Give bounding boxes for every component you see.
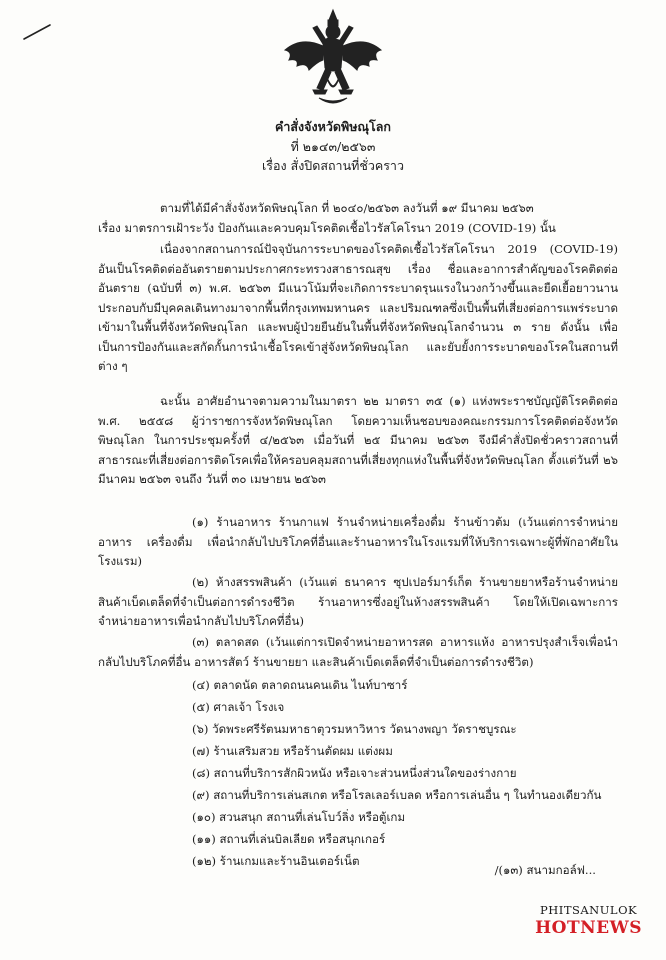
order-number: ที่ ๒๑๔๓/๒๕๖๓ (290, 139, 376, 154)
list-item-1: (๑) ร้านอาหาร ร้านกาแฟ ร้านจำหน่ายเครื่องดื่ม ร้านข้าวต้ม (เว้นแต่การจำหน่ายอาหาร เครื่องดื่ม เพื่อนำกลับไปบริโภคที่อื่นและร้านอาหารในโรงแรมที่ให้บริการเฉพาะผู้ที่พักอาศัยในโรงแรม) (98, 515, 618, 568)
list-item-10: (๑๐) สวนสนุก สถานที่เล่นโบว์ลิ่ง หรือตู้เกม (192, 810, 406, 824)
list-item-2: (๒) ห้างสรรพสินค้า (เว้นแต่ ธนาคาร ซุปเปอร์มาร์เก็ต ร้านขายยาหรือร้านจำหน่ายสินค้าเบ็ดเตล็ดที่จำเป็นต่อการดำรงชีวิต ร้านอาหารซึ่งอยู่ในห้างสรรพสินค้า โดยให้เปิดเฉพาะการจำหน่ายอาหารเพื่อนำกลับไปบริโภคที่อื่น) (98, 575, 618, 628)
intro-line-2: เรื่อง มาตรการเฝ้าระวัง ป้องกันและควบคุมโรคติดเชื้อไวรัสโคโรนา 2019 (COVID-19) นั้น (98, 221, 556, 235)
list-item-6: (๖) วัดพระศรีรัตนมหาธาตุวรมหาวิหาร วัดนางพญา วัดราชบูรณะ (192, 722, 517, 736)
paragraph-authority: ฉะนั้น อาศัยอำนาจตามความในมาตรา ๒๒ มาตรา ๓๕ (๑) แห่งพระราชบัญญัติโรคติดต่อ พ.ศ. ๒๕๕๘ ผู้ว่าราชการจังหวัดพิษณุโลก โดยความเห็นชอบของคณะกรรมการโรคติดต่อจังหวัดพิษณุโลก ในการประชุมครั้งที่ ๔/๒๕๖๓ เมื่อวันที่ ๒๕ มีนาคม ๒๕๖๓ จึงมีคำสั่งปิดชั่วคราวสถานที่สาธารณะที่เสี่ยงต่อการติดโรคเพื่อให้ครอบคลุมสถานที่เสี่ยงทุกแห่งในพื้นที่จังหวัดพิษณุโลก ตั้งแต่วันที่ ๒๖ มีนาคม ๒๕๖๓ จนถึง วันที่ ๓๐ เมษายน ๒๕๖๓ (98, 394, 618, 486)
watermark-logo (535, 905, 642, 937)
order-title: คำสั่งจังหวัดพิษณุโลก (275, 119, 391, 134)
list-item-12: (๑๒) ร้านเกมและร้านอินเตอร์เน็ต (192, 854, 360, 868)
order-subject: เรื่อง สั่งปิดสถานที่ชั่วคราว (262, 158, 404, 173)
list-item-7: (๗) ร้านเสริมสวย หรือร้านตัดผม แต่งผม (192, 744, 393, 758)
watermark-bottom: HOTNEWS (535, 917, 642, 938)
list-item-5: (๕) ศาลเจ้า โรงเจ (192, 700, 285, 714)
paragraph-situation: เนื่องจากสถานการณ์ปัจจุบันการระบาดของโรคติดเชื้อไวรัสโคโรนา 2019 (COVID-19) อันเป็นโรคติดต่ออันตรายตามประกาศกระทรวงสาธารณสุข เรื่อง ชื่อและอาการสำคัญของโรคติดต่ออันตราย (ฉบับที่ ๓) พ.ศ. ๒๕๖๓ มีแนวโน้มที่จะเกิดการระบาดรุนแรงในวงกว้างขึ้นและยืดเยื้อยาวนาน ประกอบกับมีบุคคลเดินทางมาจากพื้นที่กรุงเทพมหานคร และปริมณฑลซึ่งเป็นพื้นที่เสี่ยงต่อการแพร่ระบาดเข้ามาในพื้นที่จังหวัดพิษณุโลก และพบผู้ป่วยยืนยันในพื้นที่จังหวัดพิษณุโลกจำนวน ๓ ราย ดังนั้น เพื่อเป็นการป้องกันและสกัดกั้นการนำเชื้อโรคเข้าสู่จังหวัดพิษณุโลก และยับยั้งการระบาดของโรคในสถานที่ต่าง ๆ (98, 242, 618, 373)
list-item-3: (๓) ตลาดสด (เว้นแต่การเปิดจำหน่ายอาหารสด อาหารแห้ง อาหารปรุงสำเร็จเพื่อนำกลับไปบริโภคที่อื่น อาหารสัตว์ ร้านขายยา และสินค้าเบ็ดเตล็ดที่จำเป็นต่อการดำรงชีวิต) (98, 635, 618, 669)
list-item-8: (๘) สถานที่บริการสักผิวหนัง หรือเจาะส่วนหนึ่งส่วนใดของร่างกาย (192, 766, 517, 780)
garuda-emblem-icon (279, 6, 387, 110)
intro-line-1: ตามที่ได้มีคำสั่งจังหวัดพิษณุโลก ที่ ๒๐๔๐/๒๕๖๓ ลงวันที่ ๑๙ มีนาคม ๒๕๖๓ (160, 201, 534, 215)
list-item-9: (๙) สถานที่บริการเล่นสเกต หรือโรลเลอร์เบลด หรือการเล่นอื่น ๆ ในทำนองเดียวกัน (192, 788, 602, 802)
watermark-top: PHITSANULOK (540, 903, 638, 917)
pen-stroke-icon (22, 22, 52, 42)
continuation-marker: /(๑๓) สนามกอล์ฟ... (494, 863, 596, 877)
list-item-11: (๑๑) สถานที่เล่นบิลเลียด หรือสนุกเกอร์ (192, 832, 386, 846)
list-item-4: (๔) ตลาดนัด ตลาดถนนคนเดิน ไนท์บาซาร์ (192, 678, 408, 692)
